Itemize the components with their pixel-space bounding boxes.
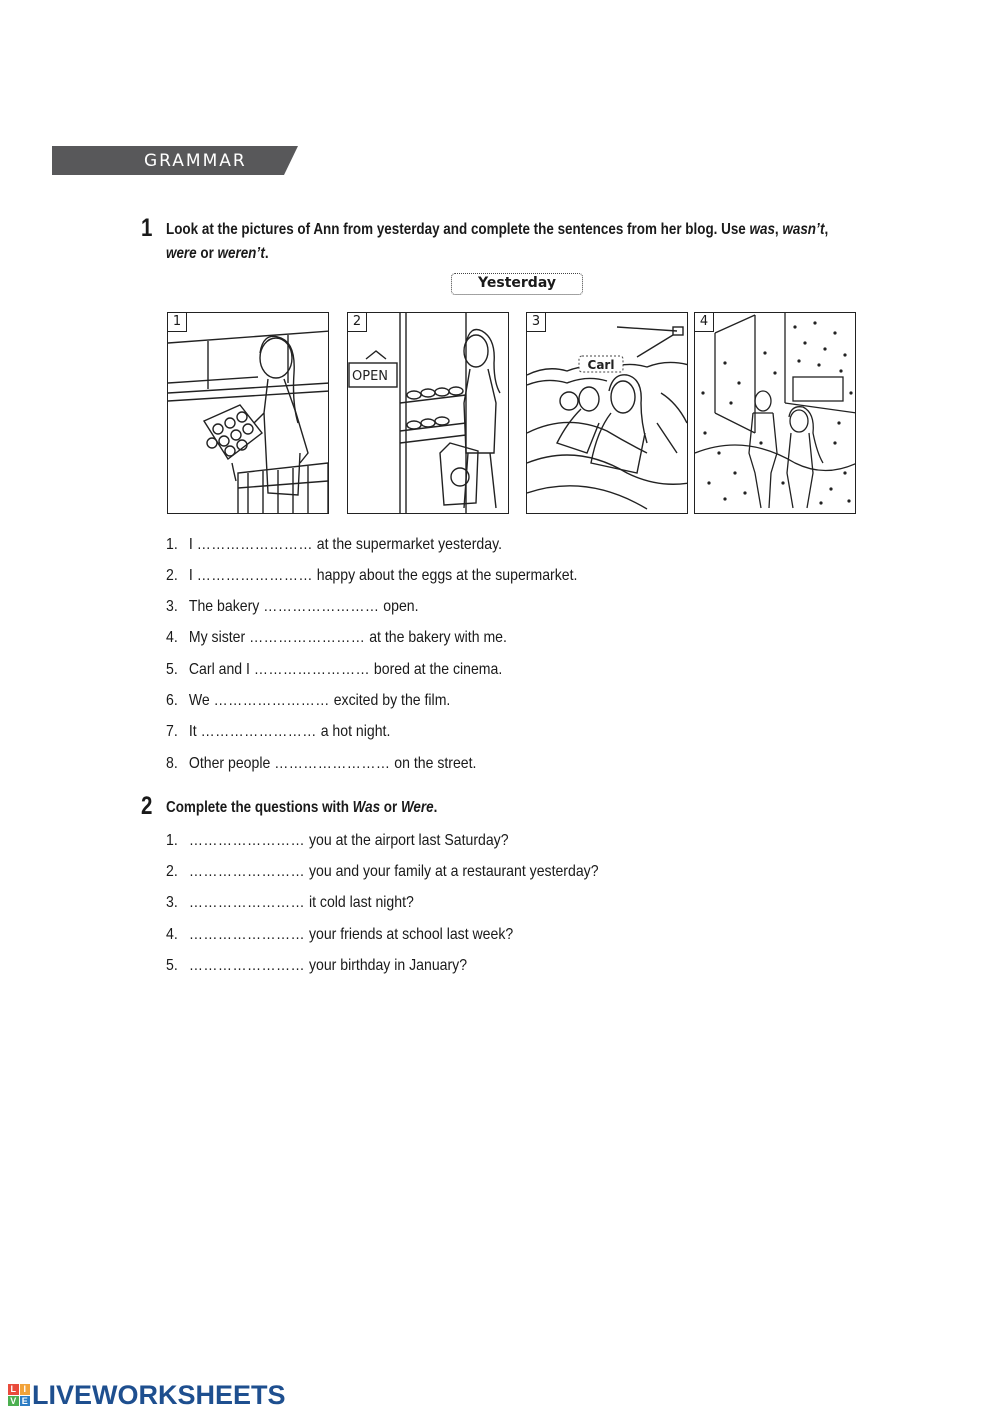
instruction-line-1: Look at the pictures of Ann from yesterday and complete the sentences from her blog. Use was, wasn’t, xyxy=(166,221,829,238)
timeline-label: Yesterday xyxy=(451,273,583,295)
answer-blank[interactable]: …………………… xyxy=(213,692,330,709)
exercise-1-item: 2. I …………………… happy about the eggs at the supermarket. xyxy=(166,567,578,584)
banner-title: GRAMMAR xyxy=(144,151,247,171)
picture-number: 4 xyxy=(695,313,714,332)
exercise-2-item: 1. …………………… you at the airport last Saturday? xyxy=(166,832,509,849)
exercise-1-item: 6. We …………………… excited by the film. xyxy=(166,692,451,709)
answer-blank[interactable]: …………………… xyxy=(188,926,306,943)
open-sign-text: OPEN xyxy=(352,369,389,384)
exercise-2-item: 4. …………………… your friends at school last week? xyxy=(166,926,514,943)
cinema-illustration xyxy=(527,313,688,514)
exercise-1-item: 8. Other people …………………… on the street. xyxy=(166,755,477,772)
answer-blank[interactable]: …………………… xyxy=(249,629,366,646)
exercise-1-instruction xyxy=(166,218,828,266)
street-illustration xyxy=(695,313,856,514)
exercise-1-item: 4. My sister …………………… at the bakery with me. xyxy=(166,629,507,646)
exercise-2-instruction: Complete the questions with Was or Were. xyxy=(166,799,438,816)
answer-blank[interactable]: …………………… xyxy=(253,661,370,678)
answer-blank[interactable]: …………………… xyxy=(188,894,306,911)
liveworksheets-logo[interactable] xyxy=(8,1381,286,1409)
answer-blank[interactable]: …………………… xyxy=(263,598,380,615)
exercise-2-item: 2. …………………… you and your family at a restaurant yesterday? xyxy=(166,863,599,880)
answer-blank[interactable]: …………………… xyxy=(196,567,313,584)
exercise-2-number: 2 xyxy=(141,792,153,820)
logo-mark-icon: L I V E xyxy=(8,1384,30,1406)
instruction-line-2: were or weren’t. xyxy=(166,245,269,262)
exercise-1-item: 3. The bakery …………………… open. xyxy=(166,598,419,615)
answer-blank[interactable]: …………………… xyxy=(188,957,306,974)
answer-blank[interactable]: …………………… xyxy=(274,755,391,772)
carl-label: Carl xyxy=(587,358,615,372)
answer-blank[interactable]: …………………… xyxy=(196,536,313,553)
section-banner xyxy=(52,146,298,175)
answer-blank[interactable]: …………………… xyxy=(188,863,306,880)
supermarket-illustration xyxy=(168,313,329,514)
exercise-2-item: 3. …………………… it cold last night? xyxy=(166,894,414,911)
picture-3 xyxy=(526,312,688,514)
exercise-1-item: 1. I …………………… at the supermarket yesterday. xyxy=(166,536,502,553)
picture-number: 3 xyxy=(527,313,546,332)
exercise-1-number: 1 xyxy=(141,214,153,242)
picture-4 xyxy=(694,312,856,514)
exercise-1-item: 5. Carl and I …………………… bored at the cinema. xyxy=(166,661,503,678)
picture-number: 1 xyxy=(168,313,187,332)
bakery-illustration xyxy=(348,313,509,514)
exercise-1-item: 7. It …………………… a hot night. xyxy=(166,723,391,740)
logo-text: LIVEWORKSHEETS xyxy=(32,1379,286,1410)
answer-blank[interactable]: …………………… xyxy=(200,723,317,740)
answer-blank[interactable]: …………………… xyxy=(188,832,306,849)
exercise-2-item: 5. …………………… your birthday in January? xyxy=(166,957,468,974)
picture-number: 2 xyxy=(348,313,367,332)
picture-1 xyxy=(167,312,329,514)
picture-2 xyxy=(347,312,509,514)
